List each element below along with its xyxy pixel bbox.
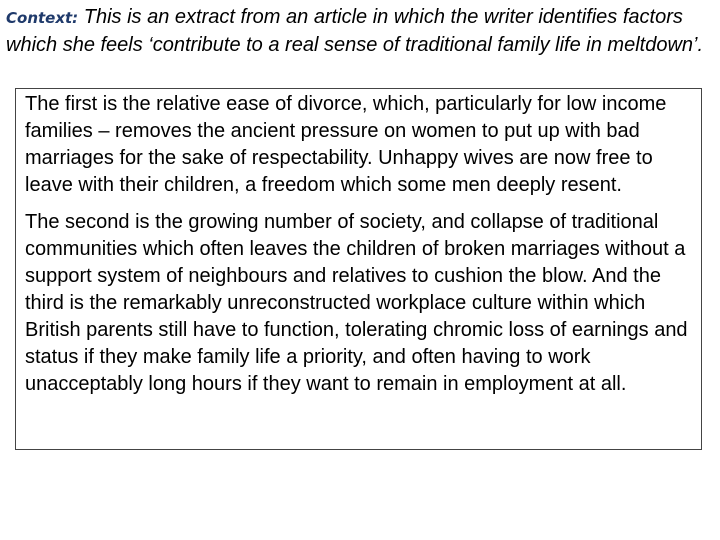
context-intro	[6, 4, 706, 58]
context-text: This is an extract from an article in which the writer identifies factors which she feels ‘contribute to a real sense of traditional family life in meltdown’.	[6, 6, 704, 56]
article-extract-box	[15, 88, 702, 450]
context-label: Context:	[6, 9, 79, 27]
extract-paragraph-1: The first is the relative ease of divorce, which, particularly for low income families – removes the ancient pressure on women to put up with bad marriages for the sake of respectability. Unhappy wives are now free to leave with their children, a freedom which some men deeply resent.	[25, 93, 667, 196]
extract-paragraph-2: The second is the growing number of society, and collapse of traditional communities which often leaves the children of broken marriages without a support system of neighbours and relatives to cushion the blow. And the third is the remarkably unreconstructed workplace culture within which British parents still have to function, tolerating chromic loss of earnings and status if they make family life a priority, and often having to work unacceptably long hours if they want to remain in employment at all.	[25, 211, 688, 395]
